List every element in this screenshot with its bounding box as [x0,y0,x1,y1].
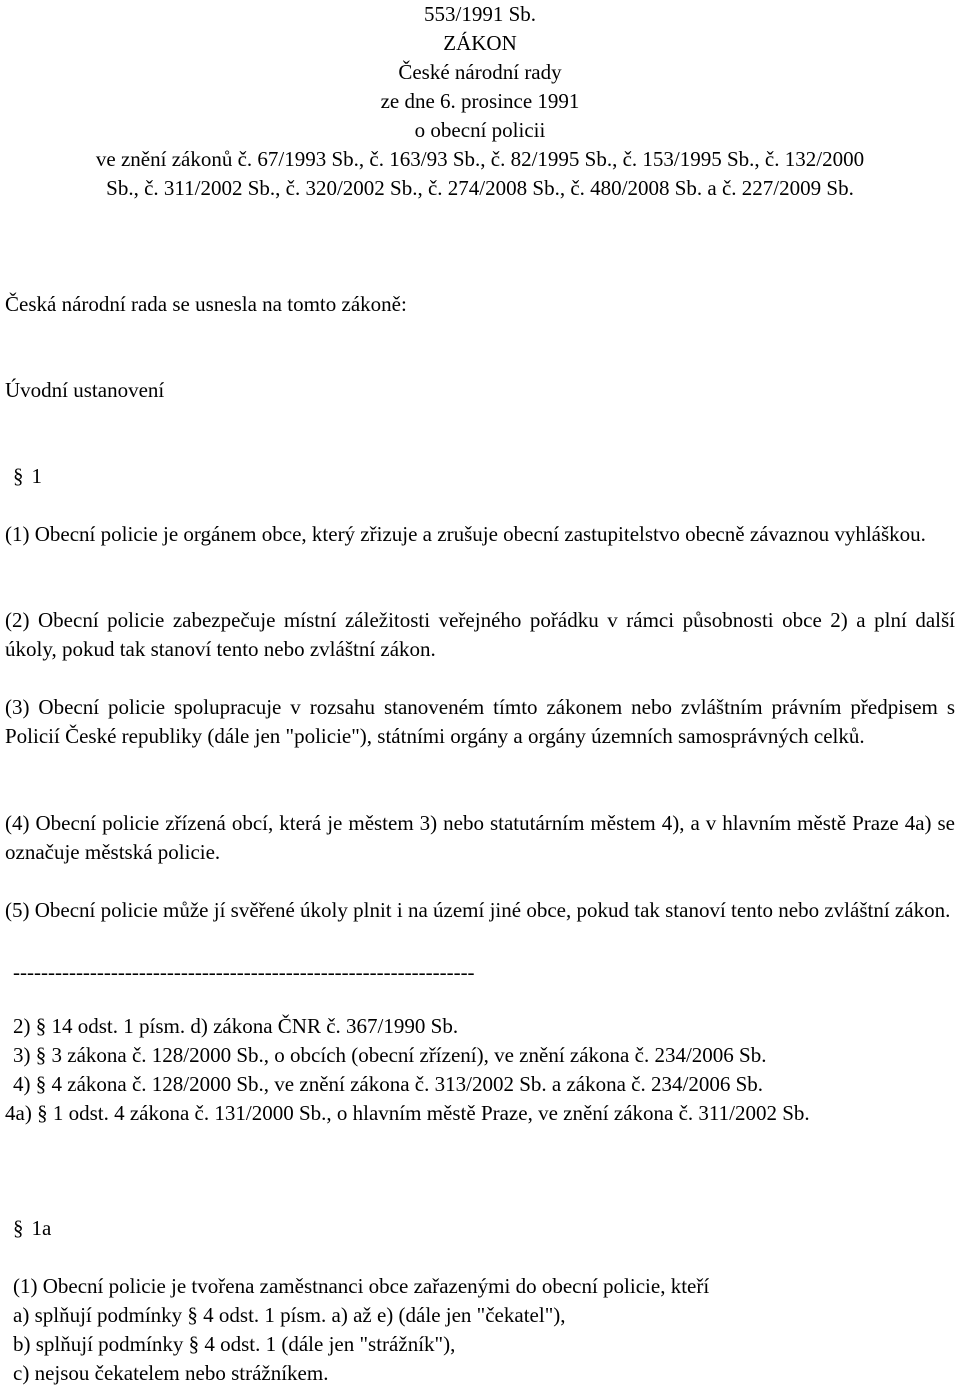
law-date: ze dne 6. prosince 1991 [380,89,580,113]
law-type: ZÁKON [443,31,517,55]
section-symbol: § [188,1332,200,1356]
section-symbol: § [37,1101,48,1125]
law-number: 553/1991 Sb. [423,2,536,26]
paragraph-1-3: (3) Obecní policie spolupracuje v rozsahu stanoveném tímto zákonem nebo zvláštním právním předpisem s Policií České republiky (dále jen "policie"), státními orgány a orgány územních samosprávných celků. [5,695,955,748]
law-amendments-line2: Sb., č. 311/2002 Sb., č. 320/2002 Sb., č. 274/2008 Sb., č. 480/2008 Sb. a č. 227/2009 Sb. [106,176,854,200]
paragraph-1-4: (4) Obecní policie zřízená obcí, která je městem 3) nebo statutárním městem 4), a v hlavním městě Praze 4a) se označuje městská policie. [5,811,955,864]
law-header [0,0,960,203]
part-title: Úvodní ustanovení [5,378,165,402]
section-number: 1a [31,1216,52,1240]
section-1-heading [13,462,960,491]
section-symbol: § [13,1216,24,1240]
paragraph-1a-1: (1) Obecní policie je tvořena zaměstnanci obce zařazenými do obecní policie, kteří [13,1274,710,1298]
footnote-text: 1 odst. 4 zákona č. 131/2000 Sb., o hlavním městě Praze, ve znění zákona č. 311/2002 Sb. [52,1101,810,1125]
section-symbol: § [187,1303,198,1327]
footnote-text: 3 zákona č. 128/2000 Sb., o obcích (obecní zřízení), ve znění zákona č. 234/2006 Sb. [51,1043,767,1067]
footnote-2 [5,1012,955,1041]
footnote-text: 14 odst. 1 písm. d) zákona ČNR č. 367/1990 Sb. [51,1014,459,1038]
list-item-b [13,1330,960,1359]
footnote-text: 4 zákona č. 128/2000 Sb., ve znění zákona č. 313/2002 Sb. a zákona č. 234/2006 Sb. [51,1072,764,1096]
footnotes [5,1012,955,1128]
footnote-prefix: 4) [13,1072,31,1096]
footnote-prefix: 2) [13,1014,31,1038]
section-1a-heading [13,1214,960,1243]
list-item-text: c) nejsou čekatelem nebo strážníkem. [13,1361,329,1385]
list-item-c [13,1359,960,1388]
law-issuer: České národní rady [398,60,562,84]
section-symbol: § [13,464,24,488]
section-1a-body [13,1272,960,1388]
law-subject: o obecní policii [414,118,546,142]
list-item-text: b) splňují podmínky [13,1332,184,1356]
paragraph-1-5: (5) Obecní policie může jí svěřené úkoly plnit i na území jiné obce, pokud tak stanoví tento nebo zvláštní zákon. [5,898,951,922]
section-symbol: § [35,1014,47,1038]
footnote-3 [5,1041,955,1070]
list-item-text: a) splňují podmínky [13,1303,183,1327]
section-symbol: § [35,1072,47,1096]
law-amendments-line1: ve znění zákonů č. 67/1993 Sb., č. 163/93 Sb., č. 82/1995 Sb., č. 153/1995 Sb., č. 132/2000 [95,147,865,171]
paragraph-1-1: (1) Obecní policie je orgánem obce, který zřizuje a zrušuje obecní zastupitelstvo obecně závaznou vyhláškou. [5,522,926,546]
footnote-4a [5,1099,955,1128]
footnote-4 [5,1070,955,1099]
list-item-text: 4 odst. 1 písm. a) až e) (dále jen "čekatel"), [203,1303,566,1327]
footnote-prefix: 3) [13,1043,31,1067]
footnote-prefix: 4a) [5,1101,32,1125]
section-symbol: § [35,1043,47,1067]
section-number: 1 [31,464,42,488]
list-item-text: 4 odst. 1 (dále jen "strážník"), [204,1332,456,1356]
list-item-a [13,1301,960,1330]
paragraph-1-2: (2) Obecní policie zabezpečuje místní záležitosti veřejného pořádku v rámci působnosti obce 2) a plní další úkoly, pokud tak stanoví tento nebo zvláštní zákon. [5,608,955,661]
footnote-separator: ------------------------------------------------------------------ [13,960,475,984]
preamble: Česká národní rada se usnesla na tomto zákoně: [5,292,407,316]
